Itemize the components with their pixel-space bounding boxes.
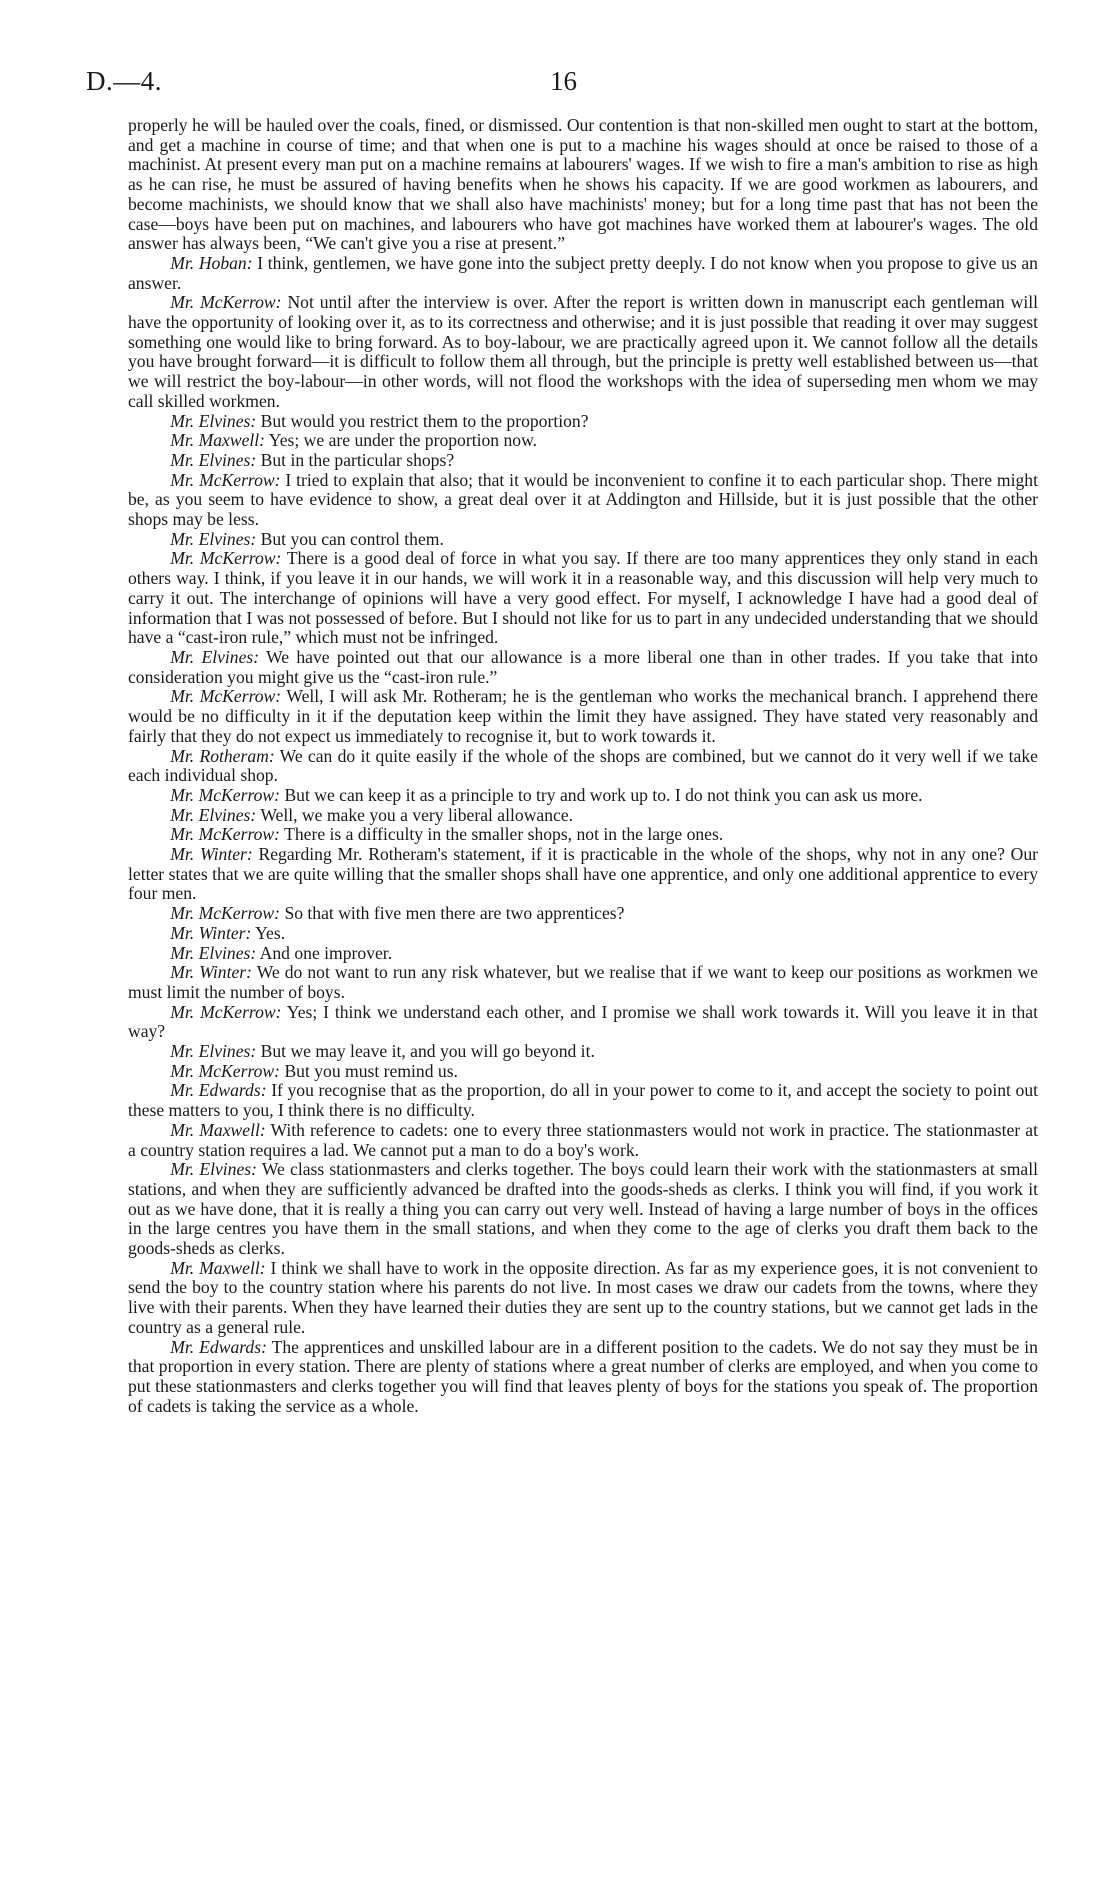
paragraph-text: But in the particular shops? xyxy=(260,449,455,470)
paragraph-text: There is a difficulty in the smaller shops, not in the large ones. xyxy=(284,824,724,845)
speaker-name: Mr. Elvines: xyxy=(170,528,257,549)
paragraph xyxy=(128,451,1038,471)
paragraph-text: If you recognise that as the proportion, do all in your power to come to it, and accept the society to point out these matters to you, I think there is no difficulty. xyxy=(128,1080,1039,1121)
document-reference: D.—4. xyxy=(86,66,162,96)
paragraph xyxy=(128,1259,1038,1338)
paragraph-text: I think we shall have to work in the opposite direction. As far as my experience goes, it is not convenient to send the boy to the country station where his parents do not live. In most cases we draw our cadets from the towns, where they live with their parents. When they have learned their duties they are sent up to the country stations, but we cannot get lads in the country as a general rule. xyxy=(128,1257,1038,1337)
speaker-name: Mr. Elvines: xyxy=(170,1041,257,1062)
speaker-name: Mr. McKerrow: xyxy=(170,784,281,805)
paragraph-text: Not until after the interview is over. After the report is written down in manuscript each gentleman will have the opportunity of looking over it, as to its correctness and otherwise; and it is just possible that reading it over may suggest something one would like to bring forward. As to boy-labour, we are practically agreed upon it. We cannot follow all the details you have brought forward—it is difficult to follow them all through, but the principle is pretty well established between us—that we will restrict the boy-labour—in other words, will not flood the workshops with the idea of superseding men whom we may call skilled workmen. xyxy=(128,292,1038,411)
paragraph xyxy=(128,845,1038,904)
paragraph xyxy=(128,904,1038,924)
paragraph xyxy=(128,1338,1038,1417)
paragraph-text: Yes; we are under the proportion now. xyxy=(268,430,538,451)
paragraph-text: We can do it quite easily if the whole of the shops are combined, but we cannot do it very well if we take each individual shop. xyxy=(128,745,1038,786)
paragraph-text: But you must remind us. xyxy=(284,1060,458,1081)
speaker-name: Mr. Maxwell: xyxy=(170,1119,266,1140)
paragraph-text: But we may leave it, and you will go beyond it. xyxy=(260,1041,595,1062)
speaker-name: Mr. Elvines: xyxy=(170,942,257,963)
paragraph-text: With reference to cadets: one to every three stationmasters would not work in practice. The stationmaster at a country station requires a lad. We cannot put a man to do a boy's work. xyxy=(128,1119,1038,1160)
paragraph xyxy=(128,412,1038,432)
paragraph xyxy=(128,471,1038,530)
paragraph xyxy=(128,549,1038,648)
speaker-name: Mr. Maxwell: xyxy=(170,430,266,451)
paragraph xyxy=(128,786,1038,806)
paragraph-text: The apprentices and unskilled labour are in a different position to the cadets. We do not say they must be in that proportion in every station. There are plenty of stations where a great number of clerks are employed, and when you come to put these stationmasters and clerks together you will find that leaves plenty of boys for the stations you speak of. The proportion of cadets is taking the service as a whole. xyxy=(128,1336,1038,1416)
speaker-name: Mr. McKerrow: xyxy=(170,686,282,707)
paragraph xyxy=(128,1121,1038,1160)
paragraph-text: I think, gentlemen, we have gone into the subject pretty deeply. I do not know when you propose to give us an answer. xyxy=(128,252,1038,293)
paragraph xyxy=(128,1042,1038,1062)
paragraph xyxy=(128,944,1038,964)
paragraph xyxy=(128,687,1038,746)
speaker-name: Mr. McKerrow: xyxy=(170,824,281,845)
speaker-name: Mr. Elvines: xyxy=(170,1159,257,1180)
page-number: 16 xyxy=(550,66,577,96)
speaker-name: Mr. Elvines: xyxy=(170,804,257,825)
paragraph-text: And one improver. xyxy=(259,942,393,963)
paragraph-text: We class stationmasters and clerks together. The boys could learn their work with the stationmasters at small stations, and when they are sufficiently advanced be drafted into the goods-sheds as clerks. I think you will find, if you work it out as we have done, that it is really a thing you can carry out very well. Instead of having a large number of boys in the offices in the large centres you have them in the small stations, and when they come to the age of clerks you draft them back to the goods-sheds as clerks. xyxy=(128,1159,1038,1259)
paragraph xyxy=(128,116,1038,254)
speaker-name: Mr. Elvines: xyxy=(170,449,257,470)
speaker-name: Mr. Edwards: xyxy=(170,1080,267,1101)
speaker-name: Mr. Winter: xyxy=(170,962,252,983)
speaker-name: Mr. McKerrow: xyxy=(170,548,282,569)
paragraph-text: We do not want to run any risk whatever, but we realise that if we want to keep our positions as workmen we must limit the number of boys. xyxy=(128,962,1038,1002)
speaker-name: Mr. Maxwell: xyxy=(170,1257,266,1278)
paragraph xyxy=(128,1160,1038,1259)
speaker-name: Mr. Winter: xyxy=(170,844,253,865)
document-body xyxy=(128,116,1038,1416)
speaker-name: Mr. McKerrow: xyxy=(170,1001,282,1022)
paragraph xyxy=(128,1081,1038,1120)
speaker-name: Mr. Edwards: xyxy=(170,1336,267,1357)
paragraph xyxy=(128,747,1038,786)
paragraph xyxy=(128,254,1038,293)
paragraph-text: So that with five men there are two apprentices? xyxy=(284,903,625,924)
paragraph xyxy=(128,1003,1038,1042)
paragraph xyxy=(128,806,1038,826)
speaker-name: Mr. Winter: xyxy=(170,922,252,943)
paragraph-text: properly he will be hauled over the coals, fined, or dismissed. Our contention is that non-skilled men ought to start at the bottom, and get a machine in course of time; and that when one is put to a machine his wages should at once be raised to those of a machinist. At present every man put on a machine remains at labourers' wages. If we wish to fire a man's ambition to rise as high as he can rise, he must be assured of having benefits when he shows his capacity. If we are good workmen as labourers, and become machinists, we should know that we shall also have machinists' money; but for a long time past that has not been the case—boys have been put on machines, and labourers who have got machines have worked them at labourer's wages. The old answer has always been, “We can't give you a rise at present.” xyxy=(128,115,1038,254)
paragraph xyxy=(128,924,1038,944)
speaker-name: Mr. Elvines: xyxy=(170,646,260,667)
paragraph-text: Well, we make you a very liberal allowance. xyxy=(260,804,574,825)
speaker-name: Mr. Elvines: xyxy=(170,410,257,431)
paragraph xyxy=(128,293,1038,411)
speaker-name: Mr. McKerrow: xyxy=(170,292,282,313)
paragraph xyxy=(128,530,1038,550)
paragraph xyxy=(128,648,1038,687)
speaker-name: Mr. McKerrow: xyxy=(170,903,281,924)
paragraph xyxy=(128,1062,1038,1082)
speaker-name: Mr. McKerrow: xyxy=(170,1060,281,1081)
paragraph-text: There is a good deal of force in what you say. If there are too many apprentices they only stand in each others way. I think, if you leave it in our hands, we will work it in a reasonable way, and this discussion will help very much to carry it out. The interchange of opinions will have a very good effect. For myself, I acknowledge I have had a good deal of information that I was not possessed of before. But I should not like for us to part in any undecided understanding that we should have a “cast-iron rule,” which must not be infringed. xyxy=(128,548,1038,648)
paragraph-text: I tried to explain that also; that it would be inconvenient to confine it to each particular shop. There might be, as you seem to have evidence to show, a great deal over it at Addington and Hillside, but it is just possible that the other shops may be less. xyxy=(128,469,1038,530)
paragraph-text: But would you restrict them to the proportion? xyxy=(260,410,589,431)
paragraph-text: Yes; I think we understand each other, and I promise we shall work towards it. Will you leave it in that way? xyxy=(128,1001,1038,1042)
paragraph xyxy=(128,431,1038,451)
speaker-name: Mr. Rotheram: xyxy=(170,745,275,766)
speaker-name: Mr. McKerrow: xyxy=(170,469,281,490)
speaker-name: Mr. Hoban: xyxy=(170,252,253,273)
paragraph-text: We have pointed out that our allowance is a more liberal one than in other trades. If you take that into consideration you might give us the “cast-iron rule.” xyxy=(128,646,1038,687)
paragraph-text: Yes. xyxy=(255,922,286,943)
paragraph-text: But you can control them. xyxy=(260,528,444,549)
paragraph-text: But we can keep it as a principle to try and work up to. I do not think you can ask us more. xyxy=(284,784,923,805)
paragraph-text: Well, I will ask Mr. Rotheram; he is the gentleman who works the mechanical branch. I apprehend there would be no difficulty in it if the deputation keep within the limit they have assigned. They have stated very reasonably and fairly that they do not expect us immediately to recognise it, but to work towards it. xyxy=(128,686,1038,746)
paragraph-text: Regarding Mr. Rotheram's statement, if it is practicable in the whole of the shops, why not in any one? Our letter states that we are quite willing that the smaller shops shall have one apprentice, and only one additional apprentice to every four men. xyxy=(128,844,1038,904)
paragraph xyxy=(128,963,1038,1002)
paragraph xyxy=(128,825,1038,845)
